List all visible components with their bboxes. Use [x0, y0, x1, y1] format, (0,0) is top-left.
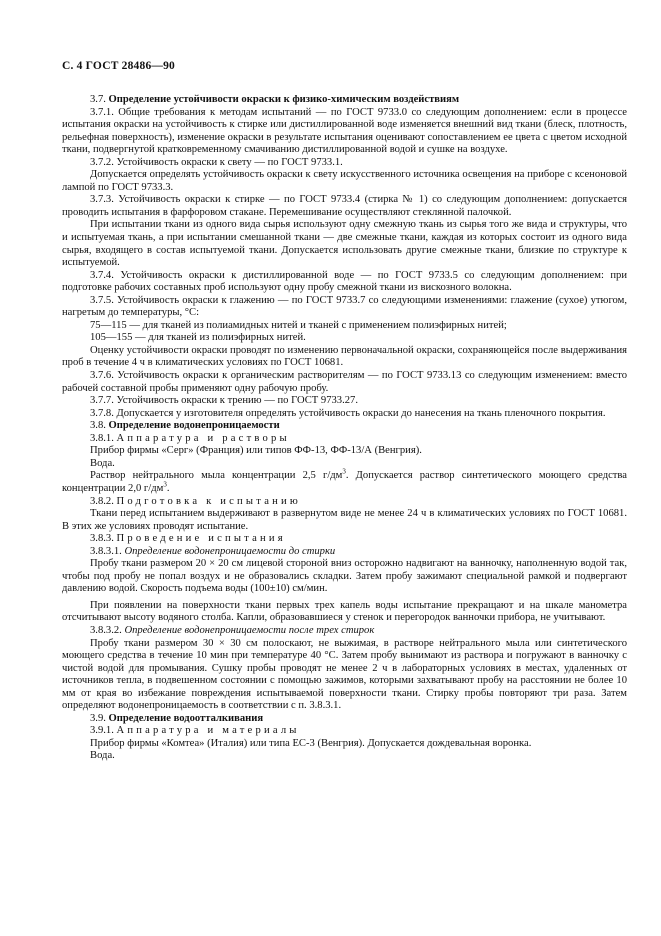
section-heading-3-9: 3.9. Определение водоотталкивания	[90, 712, 264, 724]
subsection-heading: 3.9.1. Аппаратура и материалы	[90, 725, 300, 737]
section-title: Определение водонепроницаемости	[108, 420, 280, 432]
paragraph: 3.7.4. Устойчивость окраски к дистиллированной воде — по ГОСТ 9733.5 со следующим дополнением: при подготовке рабочих составных проб используют одну пробу смежной ткани из вискозного волокна.	[62, 269, 627, 294]
paragraph: Вода.	[90, 750, 115, 762]
paragraph: Прибор фирмы «Серг» (Франция) или типов ФФ-13, ФФ-13/А (Венгрия).	[90, 445, 422, 457]
paragraph: При испытании ткани из одного вида сырья используют одну смежную ткань из сырья того же вида и структуры, что и испытуемая ткань, а при испытании смешанной ткани — две смежные ткани, каждая из которых состоит из одного вида сырья, входящего в состав испытуемой ткани. Допускается использовать другие смежные ткани, близкие по структуре к испытуемой.	[62, 219, 627, 269]
section-heading-3-7: 3.7. Определение устойчивости окраски к физико-химическим воздействиям	[90, 94, 460, 105]
paragraph: Прибор фирмы «Комтеа» (Италия) или типа ЕС-3 (Венгрия). Допускается дождевальная воронка.	[90, 737, 532, 749]
paragraph: Ткани перед испытанием выдерживают в развернутом виде не менее 24 ч в климатических условиях по ГОСТ 10681. В этих же условиях проводят испытание.	[62, 508, 627, 532]
paragraph: Раствор нейтрального мыла концентрации 2,5 $г/дм^3$. Допускается раствор синтетического моющего средства концентрации 2,0 $г/дм^3$.	[62, 467, 627, 494]
paragraph: Вода.	[90, 457, 115, 469]
document-body	[62, 94, 627, 763]
paragraph: 3.7.7. Устойчивость окраски к трению — по ГОСТ 9733.27.	[90, 395, 358, 407]
paragraph: 3.7.8. Допускается у изготовителя определять устойчивость окраски до нанесения на ткань пленочного покрытия.	[90, 407, 606, 419]
section-title: Определение устойчивости окраски к физико-химическим воздействиям	[108, 94, 460, 105]
paragraph: 3.7.3. Устойчивость окраски к стирке — по ГОСТ 9733.4 (стирка № 1) со следующим дополнением: допускается проводить испытания в фарфоровом стакане. Перемешивание осуществляют стеклянной палочкой.	[62, 194, 627, 218]
paragraph: При появлении на поверхности ткани первых трех капель воды испытание прекращают и на шкале манометра отсчитывают высоту водяного столба. Капли, образовавшиеся у стенок и перегородок ванночки прибора, не учитывают.	[62, 599, 627, 624]
paragraph: 75—115 — для тканей из полиамидных нитей и тканей с применением полиэфирных нитей;	[90, 319, 507, 331]
subsection-heading: 3.8.3.2. Определение водонепроницаемости после трех стирок	[90, 624, 375, 636]
subsection-heading: 3.8.3.1. Определение водонепроницаемости до стирки	[90, 545, 336, 557]
paragraph: Оценку устойчивости окраски проводят по изменению первоначальной окраски, сохраняющейся после выдерживания проб в течение 4 ч в климатических условиях по ГОСТ 10681.	[62, 344, 627, 369]
paragraph: 3.7.5. Устойчивость окраски к глажению — по ГОСТ 9733.7 со следующими изменениями: глажение (сухое) утюгом, нагретым до температуры, °С:	[62, 294, 627, 319]
paragraph: 3.7.1. Общие требования к методам испытаний — по ГОСТ 9733.0 со следующим дополнением: если в процессе испытания окраски на устойчивость к стирке или дистиллированной воде изменяется внешний вид ткани (блеск, плотность, рельефная поверхность), изменение окраски в результате испытания оценивают сопоставлением ее цвета с цветом исходной ткани, подвергнутой кратковременному смачиванию дистиллированной водой и сушке на воздухе.	[62, 106, 627, 156]
subsection-heading: 3.8.3. Проведение испытания	[90, 533, 286, 545]
subsection-heading: 3.8.2. Подготовка к испытанию	[90, 495, 301, 507]
subsection-heading: 3.8.1. Аппаратура и растворы	[90, 432, 290, 444]
paragraph: 105—155 — для тканей из полиэфирных нитей.	[90, 332, 306, 344]
paragraph: Пробу ткани размером 20 × 20 см лицевой стороной вниз осторожно надвигают на ванночку, наполненную водой так, чтобы под пробу не попал воздух и не образовались складки. Затем пробу зажимают специальной рамкой и подвергают давлению водой. Скорость подъема воды (100±10) см/мин.	[62, 558, 627, 595]
section-heading-3-8: 3.8. Определение водонепроницаемости	[90, 420, 280, 432]
paragraph: 3.7.6. Устойчивость окраски к органическим растворителям — по ГОСТ 9733.13 со следующим изменением: вместо рабочей составной пробы применяют одну рабочую пробу.	[62, 370, 627, 394]
paragraph: Пробу ткани размером 30 × 30 см полоскают, не выжимая, в растворе нейтрального мыла или синтетического моющего средства в течение 10 мин при температуре 40 °С. Затем пробу вынимают из раствора и погружают в ванночку с чистой водой для промывания. Сушку пробы проводят не менее 2 ч в лабораторных условиях в местах, удаленных от источников тепла, в подвешенном состоянии с помощью зажимов, которыми захватывают пробу на расстоянии не более 10 мм от края во избежание повреждения испытываемой поверхности ткани. Стирку пробы повторяют три раза. Затем определяют водонепроницаемость в соответствии с п. 3.8.3.1.	[62, 637, 627, 712]
paragraph: Допускается определять устойчивость окраски к свету искусственного источника освещения на приборе с ксеноновой лампой по ГОСТ 9733.3.	[62, 169, 627, 193]
paragraph: 3.7.2. Устойчивость окраски к свету — по ГОСТ 9733.1.	[90, 156, 343, 168]
page-header: С. 4 ГОСТ 28486—90	[62, 60, 175, 72]
section-title: Определение водоотталкивания	[108, 712, 264, 724]
